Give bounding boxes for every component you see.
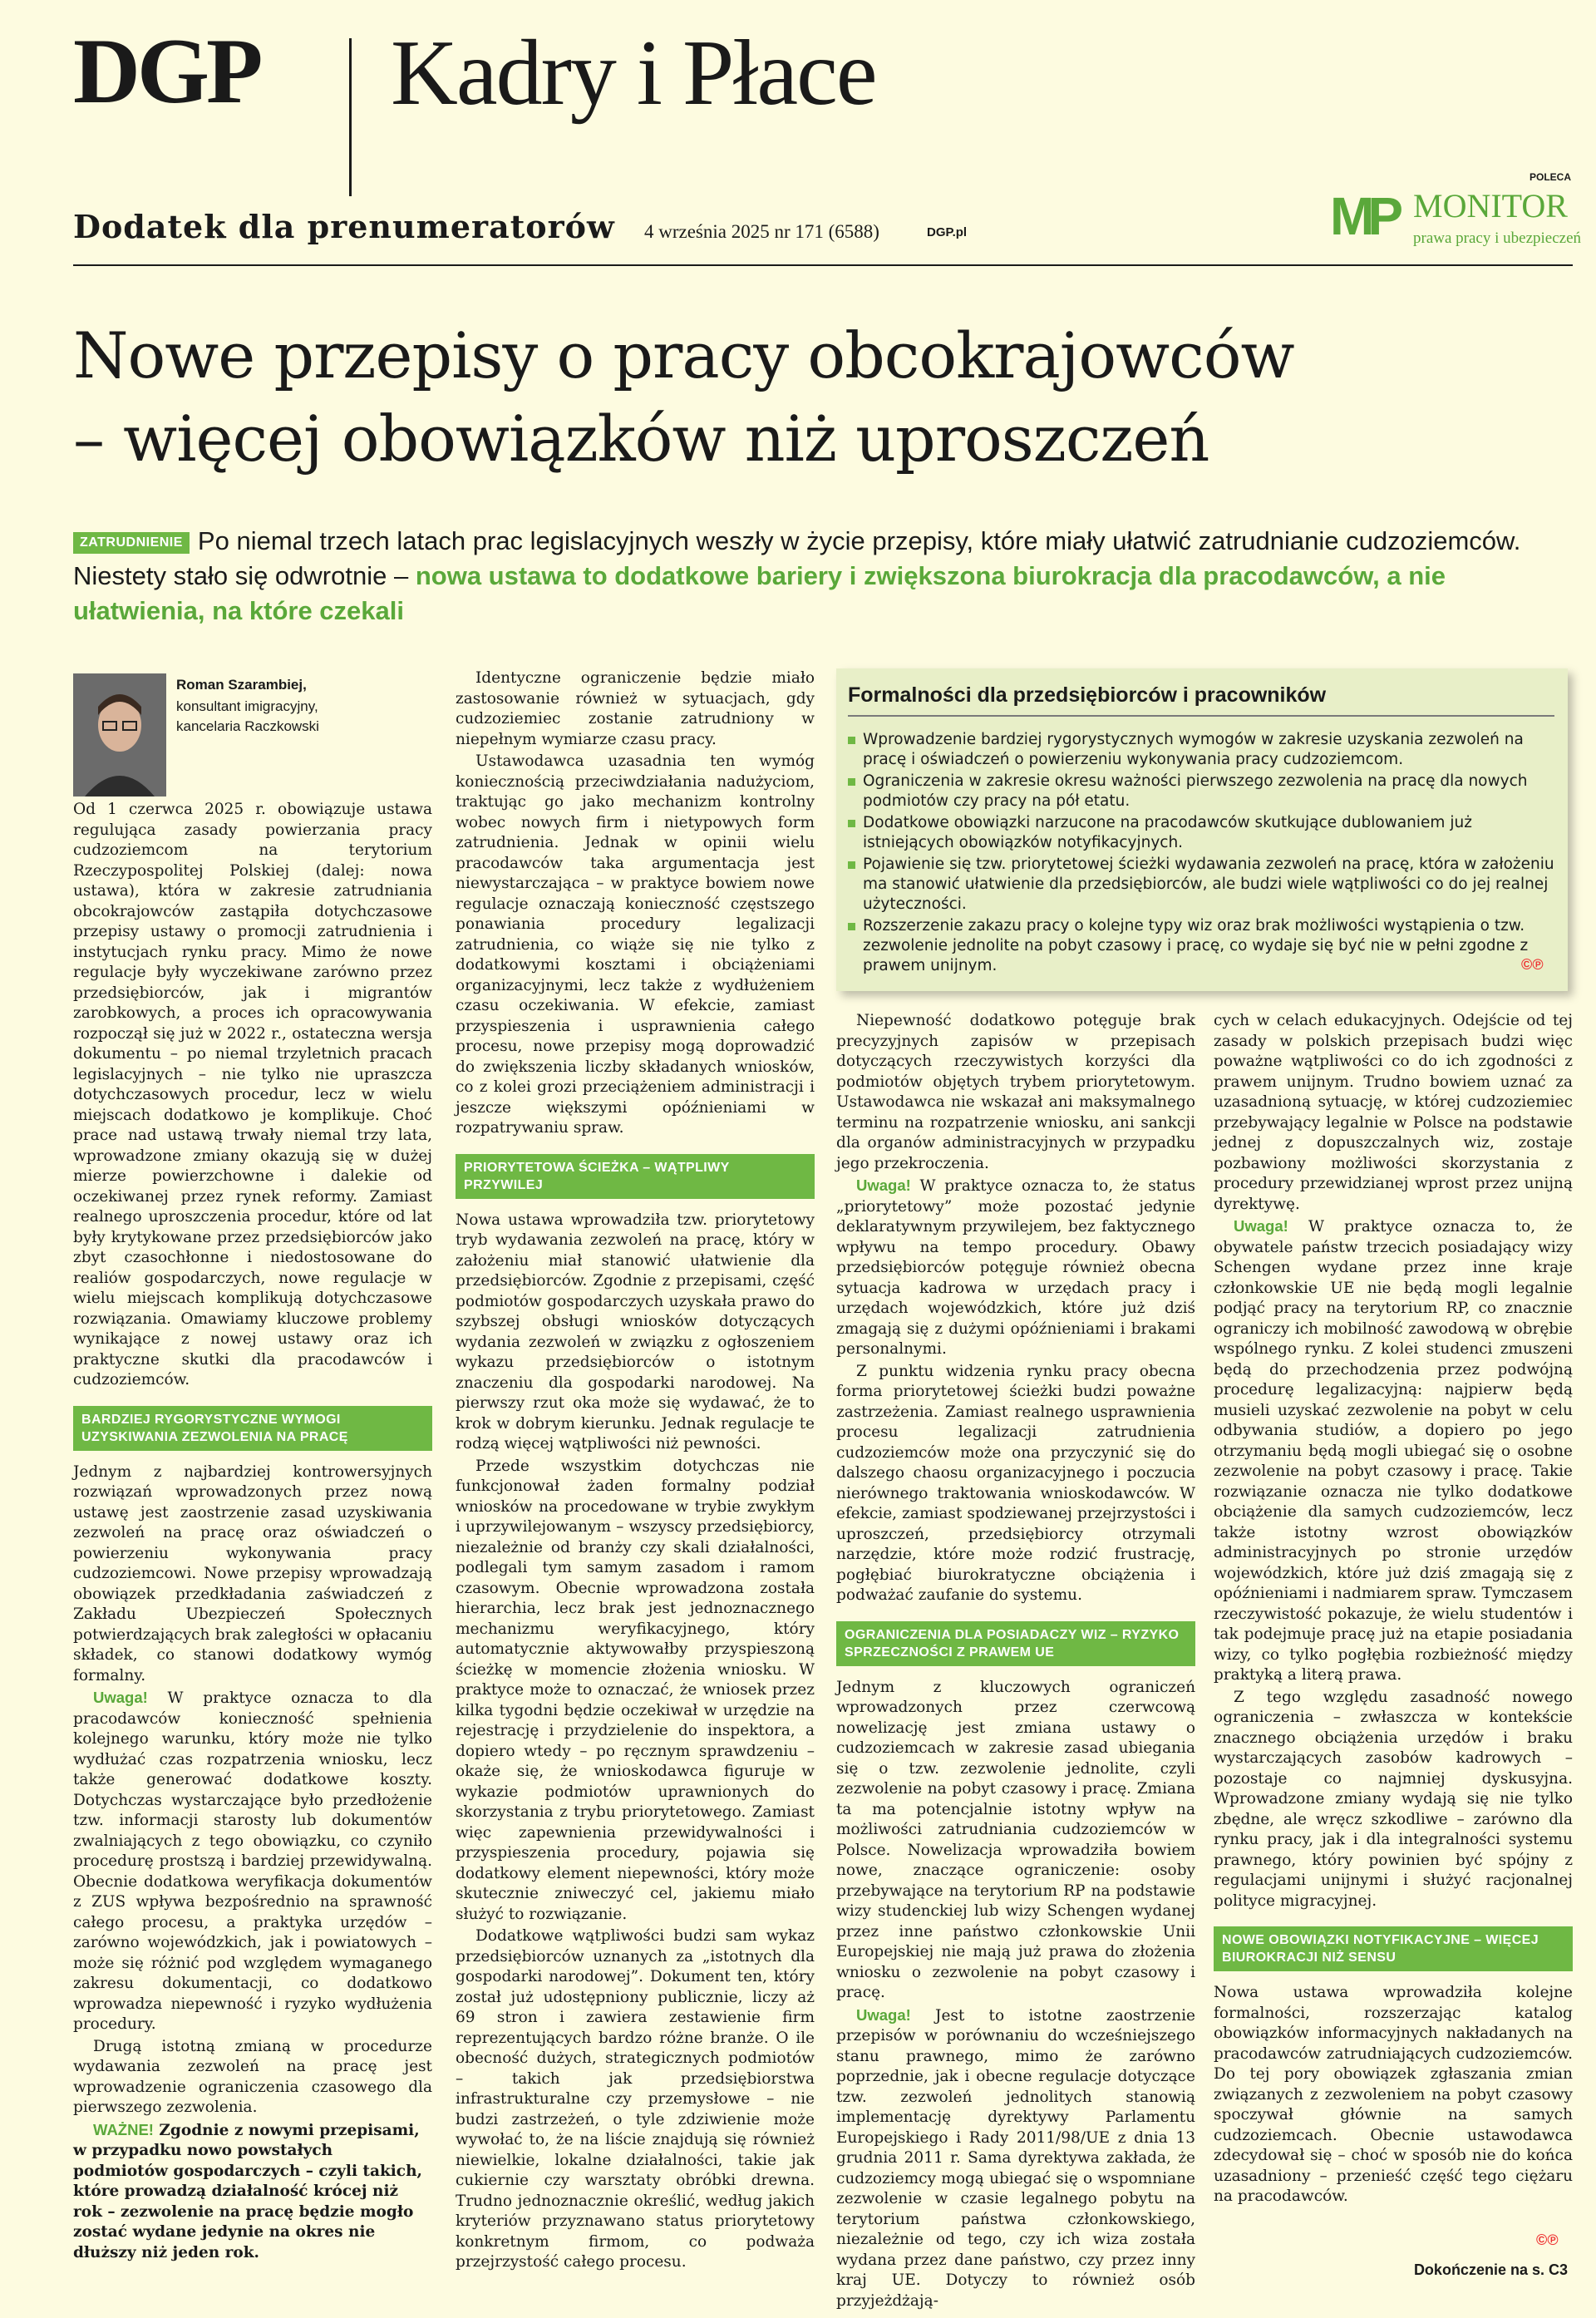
paragraph-text: W praktyce oznacza to dla pracodawców konieczność spełnienia kolejnego warunku, który może nie tylko wydłużać czas rozpatrzenia wniosku, lecz także generować dodatkowe koszty. Dotychczas wystarczające było przedłożenie tzw. informacji starosty lub dokumentów zwalniających z tego obowiązku, co czyniło procedurę prostszą i bardziej przewidywalną. Obecnie dodatkowa weryfikacja dokumentów z ZUS wpływa bezpośrednio na sprawność całego procesu, a praktyka urzędów – zarówno wojewódzkich, jak i powiatowych – może się różnić pod względem wymaganego zakresu dokumentacji, co dodatkowo wprowadza niepewność i ryzyko wydłużenia procedury. — [73, 1689, 432, 2033]
author-role — [176, 697, 409, 737]
paragraph — [836, 1176, 1195, 1360]
list-item: Ograniczenia w zakresie okresu ważności pierwszego zezwolenia na pracę dla nowych podmiotów czy pracy na pół etatu. — [846, 772, 1561, 811]
column-4 — [1214, 1011, 1573, 2209]
lead-text: Po niemal trzech latach prac legislacyjnych weszły w życie przepisy, które miały ułatwić zatrudnianie cudzoziemców. Niestety stało się odwrotnie – — [73, 526, 1521, 590]
author-role-line-2: kancelaria Raczkowski — [176, 718, 319, 734]
paragraph — [1214, 1216, 1573, 1686]
brand-logo: DGP — [73, 20, 260, 123]
section-heading: PRIORYTETOWA ŚCIEŻKA – WĄTPLIWY PRZYWILEJ — [456, 1154, 815, 1199]
list-item: Rozszerzenie zakazu pracy o kolejne typy wiz oraz brak możliwości wystąpienia o tzw. zezwolenie jednolite na pobyt czasowy i pracę, co wydaje się być nie w pełni zgodne z prawem unijnym. — [846, 916, 1561, 976]
paragraph: Dodatkowe wątpliwości budzi sam wykaz przedsiębiorców uznanych za „istotnych dla gospodarki narodowej”. Dokument ten, który został już udostępniony publicznie, liczy aż 69 stron i zawiera zestawienie firm reprezentujących bardzo różne branże. O ile obecność dużych, strategicznych podmiotów – takich jak przedsiębiorstwa infrastrukturalne czy przemysłowe – nie budzi zastrzeżeń, o tyle zdziwienie może wywołać to, że na liście znajdują się również niewielkie, lokalne działalności, takie jak cukiernie czy warsztaty obróbki drewna. Trudno jednoznacznie określić, według jakich kryteriów przyznawano status priorytetowy konkretnym firmom, co podważa przejrzystość całego procesu. — [456, 1927, 815, 2271]
paragraph — [836, 2005, 1195, 2312]
paragraph: cych w celach edukacyjnych. Odejście od tej zasady w polskich przepisach budzi więc poważne wątpliwości co do ich zgodności z prawem unijnym. Trudno bowiem uznać za uzasadnioną sytuację, w której cudzoziemiec przebywający legalnie w Polsce na podstawie jednej z dopuszczalnych wiz, zostaje pozbawiony możliwości skorzystania z procedury przewidzianej wprost przez unijną dyrektywę. — [1214, 1012, 1573, 1213]
paragraph — [73, 1688, 432, 2035]
paragraph: Nowa ustawa wprowadziła tzw. priorytetowy tryb wydawania zezwoleń na pracę, który w założeniu miał stanowić ułatwienie dla przedsiębiorców. Zgodnie z przepisami, część podmiotów gospodarczych uzyskała prawo do szybszej obsługi wniosków dotyczących wydania zezwoleń w związku z ogłoszeniem wykazu przedsiębiorców o istotnym znaczeniu dla gospodarki narodowej. Na pierwszy rzut oka może się wydawać, że to krok w dobrym kierunku. Jednak regulacje te rodzą więcej wątpliwości niż pewności. — [456, 1211, 815, 1452]
issue-info: 4 września 2025 nr 171 (6588) — [644, 221, 879, 242]
partner-name: MONITOR — [1413, 187, 1568, 224]
author-photo — [73, 673, 166, 797]
list-item: Dodatkowe obowiązki narzucone na pracodawców skutkujące dublowaniem już istniejących obowiązków notyfikacyjnych. — [846, 813, 1561, 853]
headline — [73, 314, 1536, 481]
important-note-text: Zgodnie z nowymi przepisami, w przypadku nowo powstałych podmiotów gospodarczych – czyli takich, które prowadzą działalność krócej niż rok – zezwolenie na pracę będzie mogło zostać wydane jedynie na okres nie dłuższy niż jeden rok. — [73, 2121, 422, 2261]
paragraph: Od 1 czerwca 2025 r. obowiązuje ustawa regulująca zasady powierzania pracy cudzoziemcom na terytorium Rzeczypospolitej Polskiej (dalej: nowa ustawa), która w zakresie zatrudniania obcokrajowców zastąpiła dotychczasowe przepisy ustawy o promocji zatrudnienia i instytucjach rynku pracy. Mimo że nowe regulacje były wyczekiwane zarówno przez przedsiębiorców, jak i migrantów zarobkowych, a proces ich opracowywania rozpoczął się już w 2022 r., ostateczna wersja dokumentu – po niemal trzyletnich pracach legislacyjnych – nie tylko nie upraszcza dotychczasowych procedur, lecz w wielu miejscach dodatkowo je komplikuje. Choć prace nad ustawą trwały niemal trzy lata, wprowadzone zmiany okazują się w dużej mierze powierzchowne i dalekie od oczekiwanej przez rynek reformy. Zamiast realnego uproszczenia procedur, które od lat były krytykowane przez przedsiębiorców jako zbyt czasochłonne i niedostosowane do realiów gospodarczych, nowe regulacje w wielu miejscach komplikują dotychczasowe rozwiązania. Omawiamy kluczowe problemy wynikające z nowej ustawy oraz ich praktyczne skutki dla pracodawców i cudzoziemców. — [73, 801, 432, 1388]
paragraph: Identyczne ograniczenie będzie miało zastosowanie również w sytuacjach, gdy cudzoziemiec zostanie zatrudniony w niepełnym wymiarze czasu pracy. — [456, 669, 815, 748]
partner-logo-icon: MP — [1330, 186, 1396, 246]
info-box-rule — [848, 715, 1554, 717]
partner-tagline: prawa pracy i ubezpieczeń — [1413, 229, 1582, 247]
info-box-list — [846, 730, 1561, 978]
uwaga-label: Uwaga! — [856, 1176, 911, 1194]
uwaga-label: Uwaga! — [93, 1689, 148, 1706]
copyright-icon: ©℗ — [1521, 956, 1544, 973]
paragraph-text: W praktyce oznacza to, że obywatele państw trzecich posiadający wizy Schengen wydane przez inne kraje członkowskie UE nie będą mogli legalnie podjąć pracy na terytorium RP, co znacznie ograniczy ich mobilność zawodową w obrębie wspólnego rynku. Z kolei studenci zmuszeni będą do przechodzenia przez podwójną procedurę legalizacyjną: najpierw będą musieli uzyskać zezwolenie na pobyt w celu odbywania studiów, a dopiero po jego otrzymaniu będą mogli ubiegać się o osobne zezwolenie na pobyt czasowy i pracę. Takie rozwiązanie oznacza nie tylko dodatkowe obciążenie dla samych cudzoziemców, lecz także istotny wzrost obowiązków administracyjnych po stronie urzędów wojewódzkich, które już dziś zmagają się z opóźnieniami i nadmiarem spraw. Tymczasem rzeczywistość pokazuje, że wielu studentów i tak podejmuje pracę już na etapie posiadania wizy, co tylko pogłębia rozbieżność między praktyką a literą prawa. — [1214, 1218, 1573, 1684]
recommends-label: POLECA — [1530, 171, 1572, 183]
author-role-line-1: konsultant imigracyjny, — [176, 698, 318, 714]
paragraph: Jednym z najbardziej kontrowersyjnych rozwiązań wprowadzonych przez nową ustawę jest zaostrzenie zasad uzyskiwania zezwoleń na pracę oraz oświadczeń o powierzeniu wykonywania pracy cudzoziemcowi. Nowe przepisy wprowadzają obowiązek przedkładania zaświadczeń z Zakładu Ubezpieczeń Społecznych potwierdzających brak zaległości w opłacaniu składek, co stanowi dodatkowy wymóg formalny. — [73, 1462, 432, 1684]
list-item: Wprowadzenie bardziej rygorystycznych wymogów w zakresie uzyskania zezwoleń na pracę i oświadczeń o powierzeniu wykonywania pracy cudzoziemcom. — [846, 730, 1561, 770]
site-link[interactable]: DGP.pl — [927, 225, 968, 239]
supplement-label: Dodatek dla prenumeratorów — [73, 208, 615, 245]
author-photo-icon — [73, 673, 166, 797]
info-box-title: Formalności dla przedsiębiorców i pracowników — [848, 683, 1327, 707]
section-heading: BARDZIEJ RYGORYSTYCZNE WYMOGI UZYSKIWANIA ZEZWOLENIA NA PRACĘ — [73, 1406, 432, 1451]
headline-line-2: – więcej obowiązków niż uproszczeń — [73, 402, 1209, 476]
wazne-label: WAŻNE! — [93, 2120, 154, 2138]
lead-highlight: nowa ustawa to dodatkowe bariery i zwiększona biurokracja dla pracodawców, a nie ułatwienia, na które czekali — [73, 561, 1446, 625]
column-1 — [73, 800, 432, 2265]
paragraph: Drugą istotną zmianą w procedurze wydawania zezwoleń na pracę jest wprowadzenie ograniczenia czasowego dla pierwszego zezwolenia. — [73, 2037, 432, 2116]
headline-line-1: Nowe przepisy o pracy obcokrajowców — [73, 318, 1294, 392]
paragraph: Niepewność dodatkowo potęguje brak precyzyjnych zapisów w przepisach dotyczących rzeczywistych korzyści dla podmiotów objętych trybem priorytetowym. Ustawodawca nie wskazał ani maksymalnego terminu na rozpatrzenie wniosku, ani sankcji dla organów administracyjnych w przypadku jego przekroczenia. — [836, 1012, 1195, 1172]
paragraph: Ustawodawca uzasadnia ten wymóg koniecznością przeciwdziałania nadużyciom, traktując go jako mechanizm kontrolny wobec nowych firm i nietypowych form zatrudnienia. Jednak w opinii wielu pracodawców taka argumentacja jest niewystarczająca – w praktyce bowiem nowe regulacje oznaczają konieczność częstszego ponawiania procedury legalizacji zatrudnienia, co wiąże się nie tylko z dodatkowymi kosztami i obciążeniami organizacyjnymi, lecz także z wydłużeniem czasu oczekiwania. W efekcie, zamiast przyspieszenia i usprawnienia całego procesu, nowe przepisy mogą doprowadzić do zwiększenia liczby składanych wniosków, co z kolei grozi przeciążeniem administracji i jeszcze większymi opóźnieniami w rozpatrywaniu spraw. — [456, 752, 815, 1137]
column-3 — [836, 1011, 1195, 2313]
paragraph: Z tego względu zasadność nowego ograniczenia – zwłaszcza w kontekście znacznego obciążenia urzędów i braku wystarczających zasobów kadrowych – pozostaje co najmniej dyskusyjna. Wprowadzone zmiany wydają się nie tylko zbędne, ale wręcz szkodliwe – zarówno dla rynku pracy, jak i dla integralności systemu prawnego, który powinien być spójny z regulacjami unijnymi i służyć racjonalnej polityce migracyjnej. — [1214, 1688, 1573, 1910]
paragraph: Przede wszystkim dotychczas nie funkcjonował żaden formalny podział wniosków na procedowane w trybie zwykłym i uprzywilejowanym – wszyscy przedsiębiorcy, niezależnie od branży czy skali działalności, podlegali tym samym zasadom i ramom czasowym. Obecnie wprowadzona została hierarchia, lecz brak jest jednoznacznego mechanizmu weryfikacyjnego, który automatycznie aktywowałby przyspieszoną ścieżkę w momencie złożenia wniosku. W praktyce może to oznaczać, że wniosek przez kilka tygodni będzie oczekiwał w urzędzie na rejestrację i przydzielenie do inspektora, a dopiero wtedy – po ręcznym sprawdzeniu – okaże się, że wnioskodawca figuruje w wykazie podmiotów uprawnionych do skorzystania z trybu priorytetowego. Zamiast więc zapewnienia przewidywalności i przyspieszenia procedury, pojawia się dodatkowy element niepewności, który może skutecznie zniweczyć cel, jakiemu miało służyć to rozwiązanie. — [456, 1457, 815, 1923]
category-tag: ZATRUDNIENIE — [73, 532, 190, 554]
paragraph: Jednym z kluczowych ograniczeń wprowadzonych przez czerwcową nowelizację jest zmiana ustawy o cudzoziemcach w zakresie zasad ubiegania się o tzw. zezwolenie jednolite, czyli zezwolenie na pobyt czasowy i pracę. Zmiana ta ma potencjalnie istotny wpływ na możliwości zatrudniania cudzoziemców w Polsce. Nowelizacja wprowadziła bowiem nowe, znaczące ograniczenie: osoby przebywające na terytorium RP na podstawie wizy studenckiej lub wizy Schengen wydanej przez inne państwo członkowskie Unii Europejskiej nie mają już prawa do złożenia wniosku o zezwolenie na pobyt czasowy i pracę. — [836, 1678, 1195, 2001]
section-heading: OGRANICZENIA DLA POSIADACZY WIZ – RYZYKO SPRZECZNOŚCI Z PRAWEM UE — [836, 1621, 1195, 1666]
continued-note[interactable]: Dokończenie na s. C3 — [1413, 2261, 1568, 2278]
paragraph: Z punktu widzenia rynku pracy obecna forma priorytetowej ścieżki budzi poważne zastrzeżenia. Zamiast realnego usprawnienia procesu legalizacji zatrudnienia cudzoziemców może ona przyczynić się do dalszego chaosu organizacyjnego i poczucia nierównego traktowania wnioskodawców. W efekcie, zamiast spodziewanej przejrzystości i uproszczeń, przedsiębiorcy otrzymali narzędzie, które może rodzić frustrację, pogłębiać biurokratyczne obciążenia i podważać zaufanie do systemu. — [836, 1362, 1195, 1604]
uwaga-label: Uwaga! — [1234, 1217, 1288, 1235]
uwaga-label: Uwaga! — [856, 2005, 911, 2024]
paragraph-text: W praktyce oznacza to, że status „priorytetowy” może pozostać jedynie deklaratywnym przywilejem, bez faktycznego wpływu na tempo procedury. Obawy przedsiębiorców potęguje również obecna sytuacja kadrowa w urzędach pracy i urzędach wojewódzkich, które już dziś zmagają się z dużymi opóźnieniami i brakami personalnymi. — [836, 1177, 1195, 1358]
section-title: Kadry i Płace — [391, 22, 876, 125]
paragraph-text: Jest to istotne zaostrzenie przepisów w porównaniu do wcześniejszego stanu prawnego, mimo że zarówno poprzednie, jak i obecne regulacje dotyczące tzw. zezwoleń jednolitych stanowią implementację dyrektywy Parlamentu Europejskiego i Rady 2011/98/UE z dnia 13 grudnia 2011 r. Sama dyrektywa zakłada, że cudzoziemcy mogą ubiegać się o wspomniane zezwolenie w czasie legalnego pobytu na terytorium państwa członkowskiego, niezależnie od tego, czy ich wiza została wydana przez dane państwo, czy przez inny kraj UE. Dotyczy to również osób przyjeżdżają- — [836, 2006, 1195, 2310]
column-2 — [456, 668, 815, 2275]
copyright-icon: ©℗ — [1536, 2232, 1559, 2248]
paragraph: Nowa ustawa wprowadziła kolejne formalności, rozszerzając katalog obowiązków informacyjnych nakładanych na pracodawców zatrudniających cudzoziemców. Do tej pory obowiązek zgłaszania zmian związanych z zezwoleniem na pobyt czasowy spoczywał głównie na samych cudzoziemcach. Obecnie ustawodawca zdecydował się – choć w sposób nie do końca uzasadniony – przenieść część tego ciężaru na pracodawców. — [1214, 1984, 1573, 2205]
lead — [73, 524, 1536, 629]
important-note — [73, 2120, 432, 2264]
list-item: Pojawienie się tzw. priorytetowej ścieżki wydawania zezwoleń na pracę, która w założeniu ma stanowić ułatwienie dla przedsiębiorców, ale budzi wiele wątpliwości co do jej realnej użyteczności. — [846, 855, 1561, 915]
masthead-divider — [349, 38, 352, 196]
section-heading: NOWE OBOWIĄZKI NOTYFIKACYJNE – WIĘCEJ BIUROKRACJI NIŻ SENSU — [1214, 1926, 1573, 1971]
masthead-rule — [73, 264, 1573, 266]
author-name: Roman Szarambiej, — [176, 677, 307, 693]
